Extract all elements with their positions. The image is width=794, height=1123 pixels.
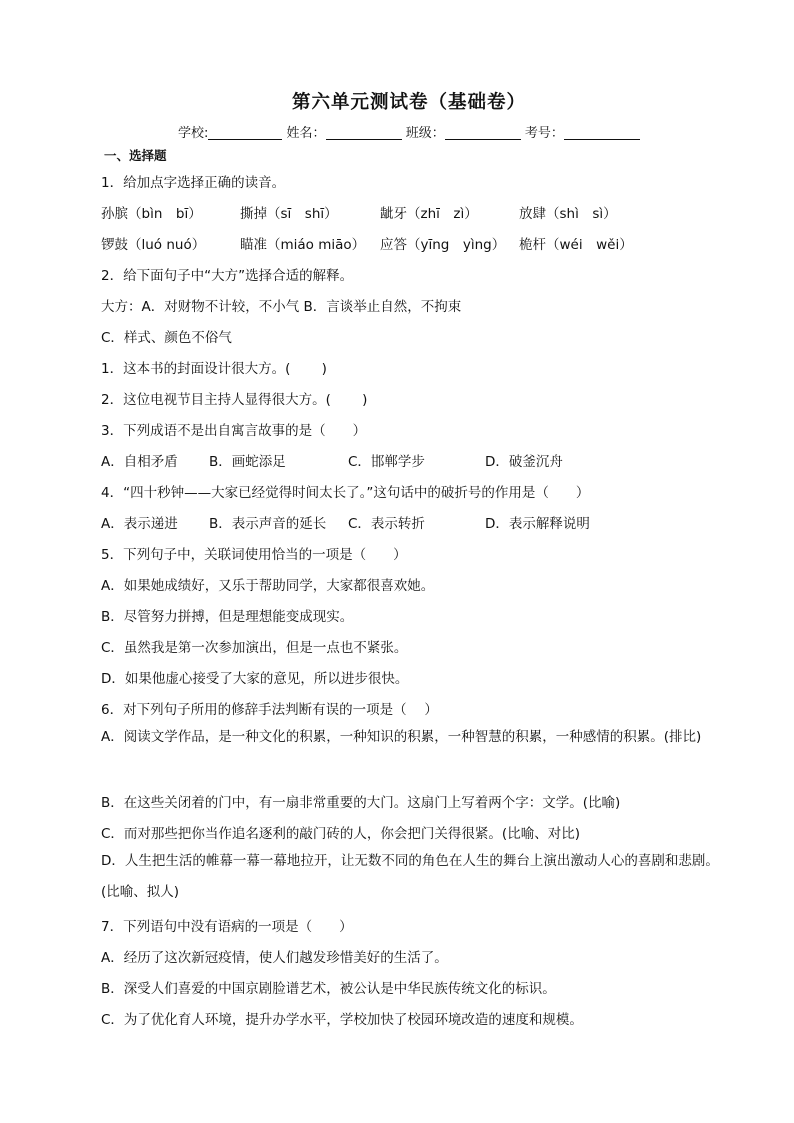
q5-option-d: D．如果他虚心接受了大家的意见，所以进步很快。 bbox=[101, 671, 409, 687]
q7-option-b: B．深受人们喜爱的中国京剧脸谱艺术，被公认是中华民族传统文化的标识。 bbox=[101, 981, 556, 997]
q2-definition: 大方：A．对财物不计较，不小气 B．言谈举止自然，不拘束 bbox=[101, 299, 462, 315]
exam-title: 第六单元测试卷（基础卷） bbox=[291, 92, 526, 113]
q6-option-c: C．而对那些把你当作追名逐利的敲门砖的人，你会把门关得很紧。(比喻、对比) bbox=[101, 826, 580, 842]
exam-number-label: 考号： bbox=[524, 126, 564, 141]
question-2-stem: 2．给下面句子中“大方”选择合适的解释。 bbox=[101, 268, 354, 284]
q1-item: 龇牙（zhī zì） bbox=[380, 206, 478, 222]
q3-option: B．画蛇添足 bbox=[209, 454, 286, 470]
class-blank[interactable] bbox=[445, 125, 521, 140]
question-6-stem: 6．对下列句子所用的修辞手法判断有误的一项是（ ） bbox=[101, 702, 438, 718]
q5-option-c: C．虽然我是第一次参加演出，但是一点也不紧张。 bbox=[101, 640, 408, 656]
q1-item: 撕掉（sī shī） bbox=[240, 206, 338, 222]
q7-option-c: C．为了优化育人环境，提升办学水平，学校加快了校园环境改造的速度和规模。 bbox=[101, 1012, 583, 1028]
q6-option-d: D．人生把生活的帷幕一幕一幕地拉开，让无数不同的角色在人生的舞台上演出激动人心的喜剧和悲剧。(比喻、拟人) bbox=[101, 853, 719, 900]
question-4-stem: 4．“四十秒钟——大家已经觉得时间太长了。”这句话中的破折号的作用是（ ） bbox=[101, 485, 590, 501]
q5-option-b: B．尽管努力拼搏，但是理想能变成现实。 bbox=[101, 609, 354, 625]
q3-option: A．自相矛盾 bbox=[101, 454, 178, 470]
q4-option: A．表示递进 bbox=[101, 516, 178, 532]
q6-option-a: A．阅读文学作品，是一种文化的积累，一种知识的积累，一种智慧的积累，一种感情的积累。(排比) bbox=[101, 729, 702, 745]
q2-sentence: 1．这本书的封面设计很大方。( ) bbox=[101, 361, 327, 377]
question-5-stem: 5．下列句子中，关联词使用恰当的一项是（ ） bbox=[101, 547, 407, 563]
q1-item: 应答（yīng yìng） bbox=[380, 237, 506, 253]
student-info-line bbox=[178, 122, 640, 141]
q1-item: 瞄准（miáo miāo） bbox=[240, 237, 366, 253]
q4-option: B．表示声音的延长 bbox=[209, 516, 327, 532]
q3-option: D．破釜沉舟 bbox=[485, 454, 563, 470]
q7-option-a: A．经历了这次新冠疫情，使人们越发珍惜美好的生活了。 bbox=[101, 950, 448, 966]
school-label: 学校: bbox=[178, 126, 209, 141]
q1-item: 桅杆（wéi wěi） bbox=[519, 237, 633, 253]
question-7-stem: 7．下列语句中没有语病的一项是（ ） bbox=[101, 919, 353, 935]
q1-item: 放肆（shì sì） bbox=[519, 206, 617, 222]
q3-option: C．邯郸学步 bbox=[348, 454, 425, 470]
q2-sentence: 2．这位电视节目主持人显得很大方。( ) bbox=[101, 392, 368, 408]
school-blank[interactable] bbox=[208, 125, 282, 140]
q6-option-b: B．在这些关闭着的门中，有一扇非常重要的大门。这扇门上写着两个字：文学。(比喻) bbox=[101, 795, 621, 811]
q4-option: D．表示解释说明 bbox=[485, 516, 590, 532]
question-3-stem: 3．下列成语不是出自寓言故事的是（ ） bbox=[101, 423, 367, 439]
exam-number-blank[interactable] bbox=[564, 125, 640, 140]
question-1-stem: 1．给加点字选择正确的读音。 bbox=[101, 175, 286, 191]
q1-item: 孙膑（bìn bī） bbox=[101, 206, 202, 222]
class-label: 班级： bbox=[405, 126, 445, 141]
q2-definition: C．样式、颜色不俗气 bbox=[101, 330, 232, 346]
q1-item: 锣鼓（luó nuó） bbox=[101, 237, 206, 253]
q5-option-a: A．如果她成绩好，又乐于帮助同学，大家都很喜欢她。 bbox=[101, 578, 435, 594]
q4-option: C．表示转折 bbox=[348, 516, 425, 532]
section-heading: 一、选择题 bbox=[104, 148, 167, 163]
name-label: 姓名： bbox=[286, 126, 326, 141]
name-blank[interactable] bbox=[326, 125, 402, 140]
